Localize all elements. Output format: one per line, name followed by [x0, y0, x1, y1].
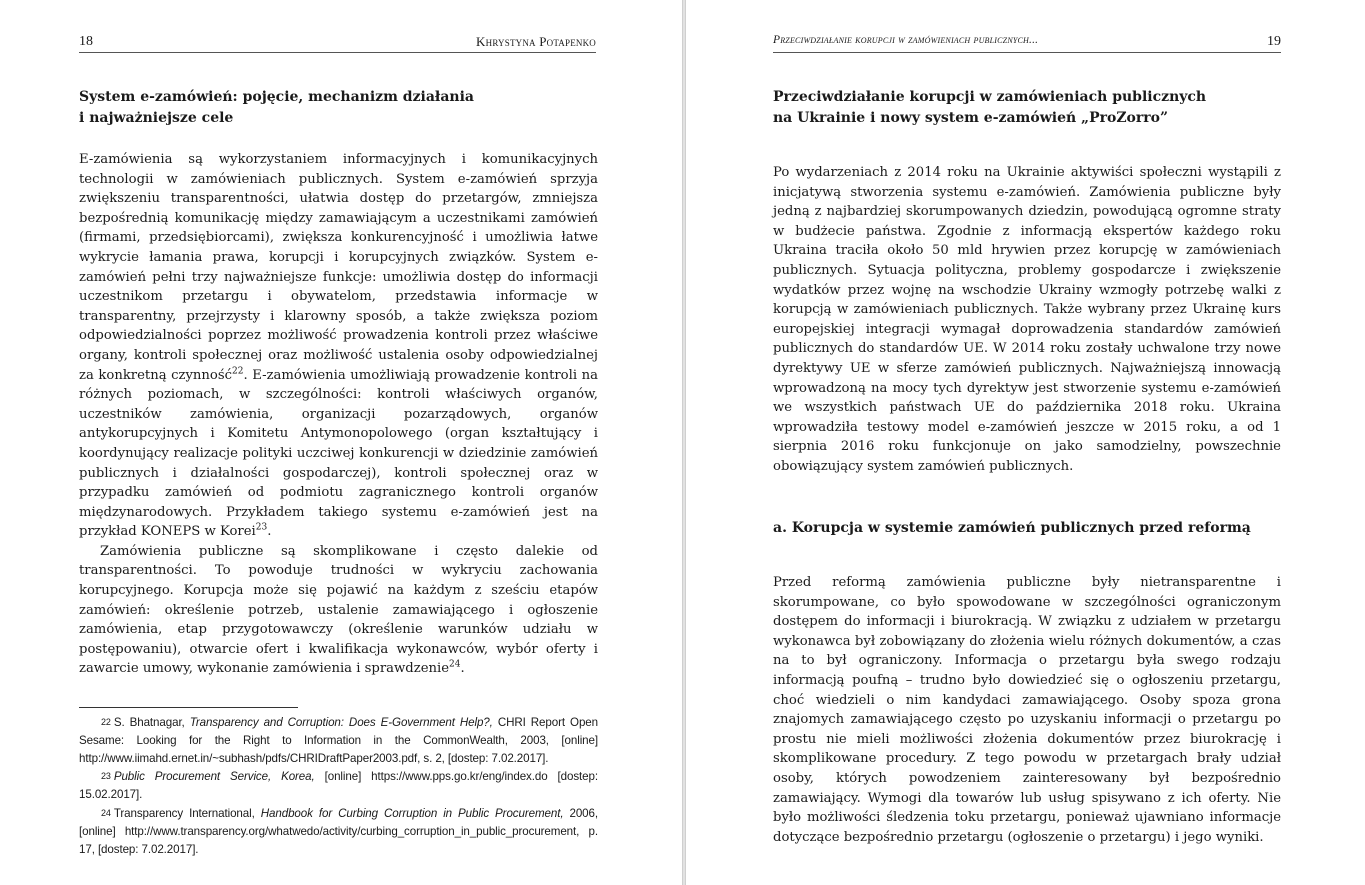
running-title: Przeciwdziałanie korupcji w zamówieniach publicznych...	[773, 34, 1039, 46]
body-text	[79, 150, 598, 679]
footnotes	[79, 714, 598, 859]
footnote-divider	[79, 707, 298, 708]
footnote-number: 24	[101, 807, 111, 818]
heading-line-1: System e-zamówień: pojęcie, mechanizm działania	[79, 89, 474, 105]
section-heading	[79, 87, 599, 129]
footnote	[79, 805, 598, 858]
heading-line-2: i najważniejsze cele	[79, 110, 234, 126]
paragraph-text: .	[267, 524, 272, 540]
footnote-title: Transparency and Corruption: Does E-Government Help?,	[189, 716, 493, 729]
paragraph	[79, 542, 598, 679]
footnote-ref: 23	[255, 522, 268, 533]
paragraph-text: Zamówienia publiczne są skomplikowane i często dalekie od transparentności. To powoduje trudności w wykryciu zachowania korupcyjnego. Korupcja może się pojawić na każdym z sześciu etapów zamówień: określenie potrzeb, ustalenie zamawiającego i ogłoszenie zamówienia, etap przygotowawczy (określenie warunków udziału w postępowaniu), otwarcie ofert i kwalifikacja wykonawców, wybór oferty i zawarcie umowy, wykonanie zamówienia i sprawdzenie	[79, 543, 598, 677]
footnote-title: Public Procurement Service, Korea,	[113, 770, 315, 784]
heading-line-1: Przeciwdziałanie korupcji w zamówieniach publicznych	[773, 89, 1207, 105]
footnote-text: S. Bhatnagar,	[113, 716, 190, 729]
paragraph-text: .	[460, 661, 465, 677]
footnote-text: [online] https://www.pps.go.kr/eng/index.do [dostep: 15.02.2017].	[79, 770, 598, 802]
body-text	[773, 163, 1281, 477]
page-number: 19	[1267, 34, 1281, 49]
paragraph: Przed reformą zamówienia publiczne były nietransparentne i skorumpowane, co było spowodowane w szczególności ograniczonym dostępem do informacji i biurokracją. W związku z udziałem w przetargu wykonawca był zobowiązany do złożenia wielu różnych dokumentów, a czas na to był ograniczony. Informacja o przetargu była swego rodzaju informacją poufną – trudno było dowiedzieć się o ogłoszeniu przetargu, choć wiedzieli o nim kandydaci zamawiającego. Osoby spoza grona znajomych zamawiającego często po uzyskaniu informacji o przetargu po prostu nie mieli możliwości złożenia dokumentów przez biurokrację i skomplikowane procedury. Z tego powodu w przetargach brały udział osoby, których powodzeniem zainteresowany był bezpośrednio zamawiający. Wymogi dla towarów lub usług spisywano z ich oferty. Nie było możliwości śledzenia toku przetargu, ponieważ ujawniano informacje dotyczące bezpośrednio przetargu (ogłoszenie o przetargu) i jego wyniki.	[773, 575, 1281, 845]
footnote-title: Handbook for Curbing Corruption in Public Procurement,	[260, 806, 564, 820]
body-text	[773, 573, 1281, 847]
footnote	[79, 768, 598, 804]
left-page	[0, 0, 682, 885]
footnote-number: 23	[101, 771, 111, 782]
subsection-heading: a. Korupcja w systemie zamówień publicznych przed reformą	[773, 520, 1251, 536]
page-number: 18	[79, 34, 93, 49]
paragraph-text: E-zamówienia są wykorzystaniem informacyjnych i komunikacyjnych technologii w zamówieniach publicznych. System e-zamówień sprzyja zwiększeniu transparentności, ułatwia dostęp do przetargów, zmniejsza bezpośrednią komunikację między zamawiającym a uczestnikami zamówień (firmami, przedsiębiorcami), zwiększa konkurencyjność i umożliwia łatwe wykrycie łamania prawa, korupcji i korupcyjnych związków. System e-zamówień pełni trzy najważniejsze funkcje: umożliwia dostęp do informacji uczestnikom przetargu i obywatelom, przedstawia informacje w transparentny, przejrzysty i klarowny sposób, a także zwiększa poziom odpowiedzialności poprzez możliwość prowadzenia kontroli przez właściwe organy, kontroli społecznej oraz możliwość ustalenia osoby odpowiedzialnej za konkretną czynność	[79, 152, 598, 383]
paragraph-text: . E-zamówienia umożliwiają prowadzenie kontroli na różnych poziomach, w szczególności: kontroli właściwych organów, uczestników zamówienia, organizacji pozarządowych, organów antykorupcyjnych i Komitetu Antymonopolowego (organ kształtujący i koordynujący realizacje polityki uczciwej konkurencji w dziedzinie zamówień publicznych i działalności gospodarczej), kontroli społecznej oraz w przypadku zamówień od podmiotu zagranicznego kontroli organów międzynarodowych. Przykładem takiego systemu e-zamówień jest na przykład KONEPS w Korei	[79, 367, 598, 540]
footnote-text: CHRI Report Open Sesame: Looking for the Right to Information in the CommonWealth, 2003, [online] http://www.iimahd.ernet.in/~subhash/pdfs/CHRIDraftPaper2003.pdf, s. 2, [dostep: 7.02.2017].	[79, 716, 598, 765]
paragraph: Po wydarzeniach z 2014 roku na Ukrainie aktywiści społeczni wystąpili z inicjatywą stworzenia systemu e-zamówień. Zamówienia publiczne były jedną z najbardziej skorumpowanych dziedzin, powodującą ogromne straty w budżecie państwa. Zgodnie z informacją ekspertów każdego roku Ukraina traciła około 50 mld hrywien przez korupcję w zamówieniach publicznych. Sytuacja polityczna, problemy gospodarcze i zwiększenie wydatków przez wojnę na wschodzie Ukrainy wzmogły potrzebę walki z korupcją w zamówieniach publicznych. Także wybrany przez Ukrainę kurs europejskiej integracji wymagał doprowadzenia standardów zamówień publicznych do standardów UE. W 2014 roku zostały uchwalone trzy nowe dyrektywy UE w sferze zamówień publicznych. Najważniejszą innowacją wprowadzoną na mocy tych dyrektyw jest stworzenie systemu e-zamówień we wszystkich państwach UE do października 2018 roku. Ukraina wprowadziła testowy model e-zamówień jeszcze w 2015 roku, a od 1 sierpnia 2016 roku funkcjonuje on jako samodzielny, powszechnie obowiązujący system zamówień publicznych.	[773, 165, 1281, 474]
heading-line-2: na Ukrainie i nowy system e-zamówień „ProZorro”	[773, 110, 1169, 126]
footnote-text: Transparency International,	[113, 806, 261, 820]
paragraph	[79, 150, 598, 542]
footnote-number: 22	[101, 717, 111, 727]
section-heading	[773, 87, 1293, 129]
running-title: Khrystyna Potapenko	[476, 34, 596, 49]
footnote-ref: 24	[449, 660, 461, 671]
footnote	[79, 714, 598, 767]
footnote-text: 2006, [online] http://www.transparency.org/whatwedo/activity/curbing_corruption_in_public_procurement, p. 17, [dostep: 7.02.2017].	[79, 806, 598, 856]
right-page	[686, 0, 1365, 885]
running-header	[773, 34, 1281, 53]
running-header	[79, 34, 596, 53]
footnote-ref: 22	[232, 366, 244, 377]
